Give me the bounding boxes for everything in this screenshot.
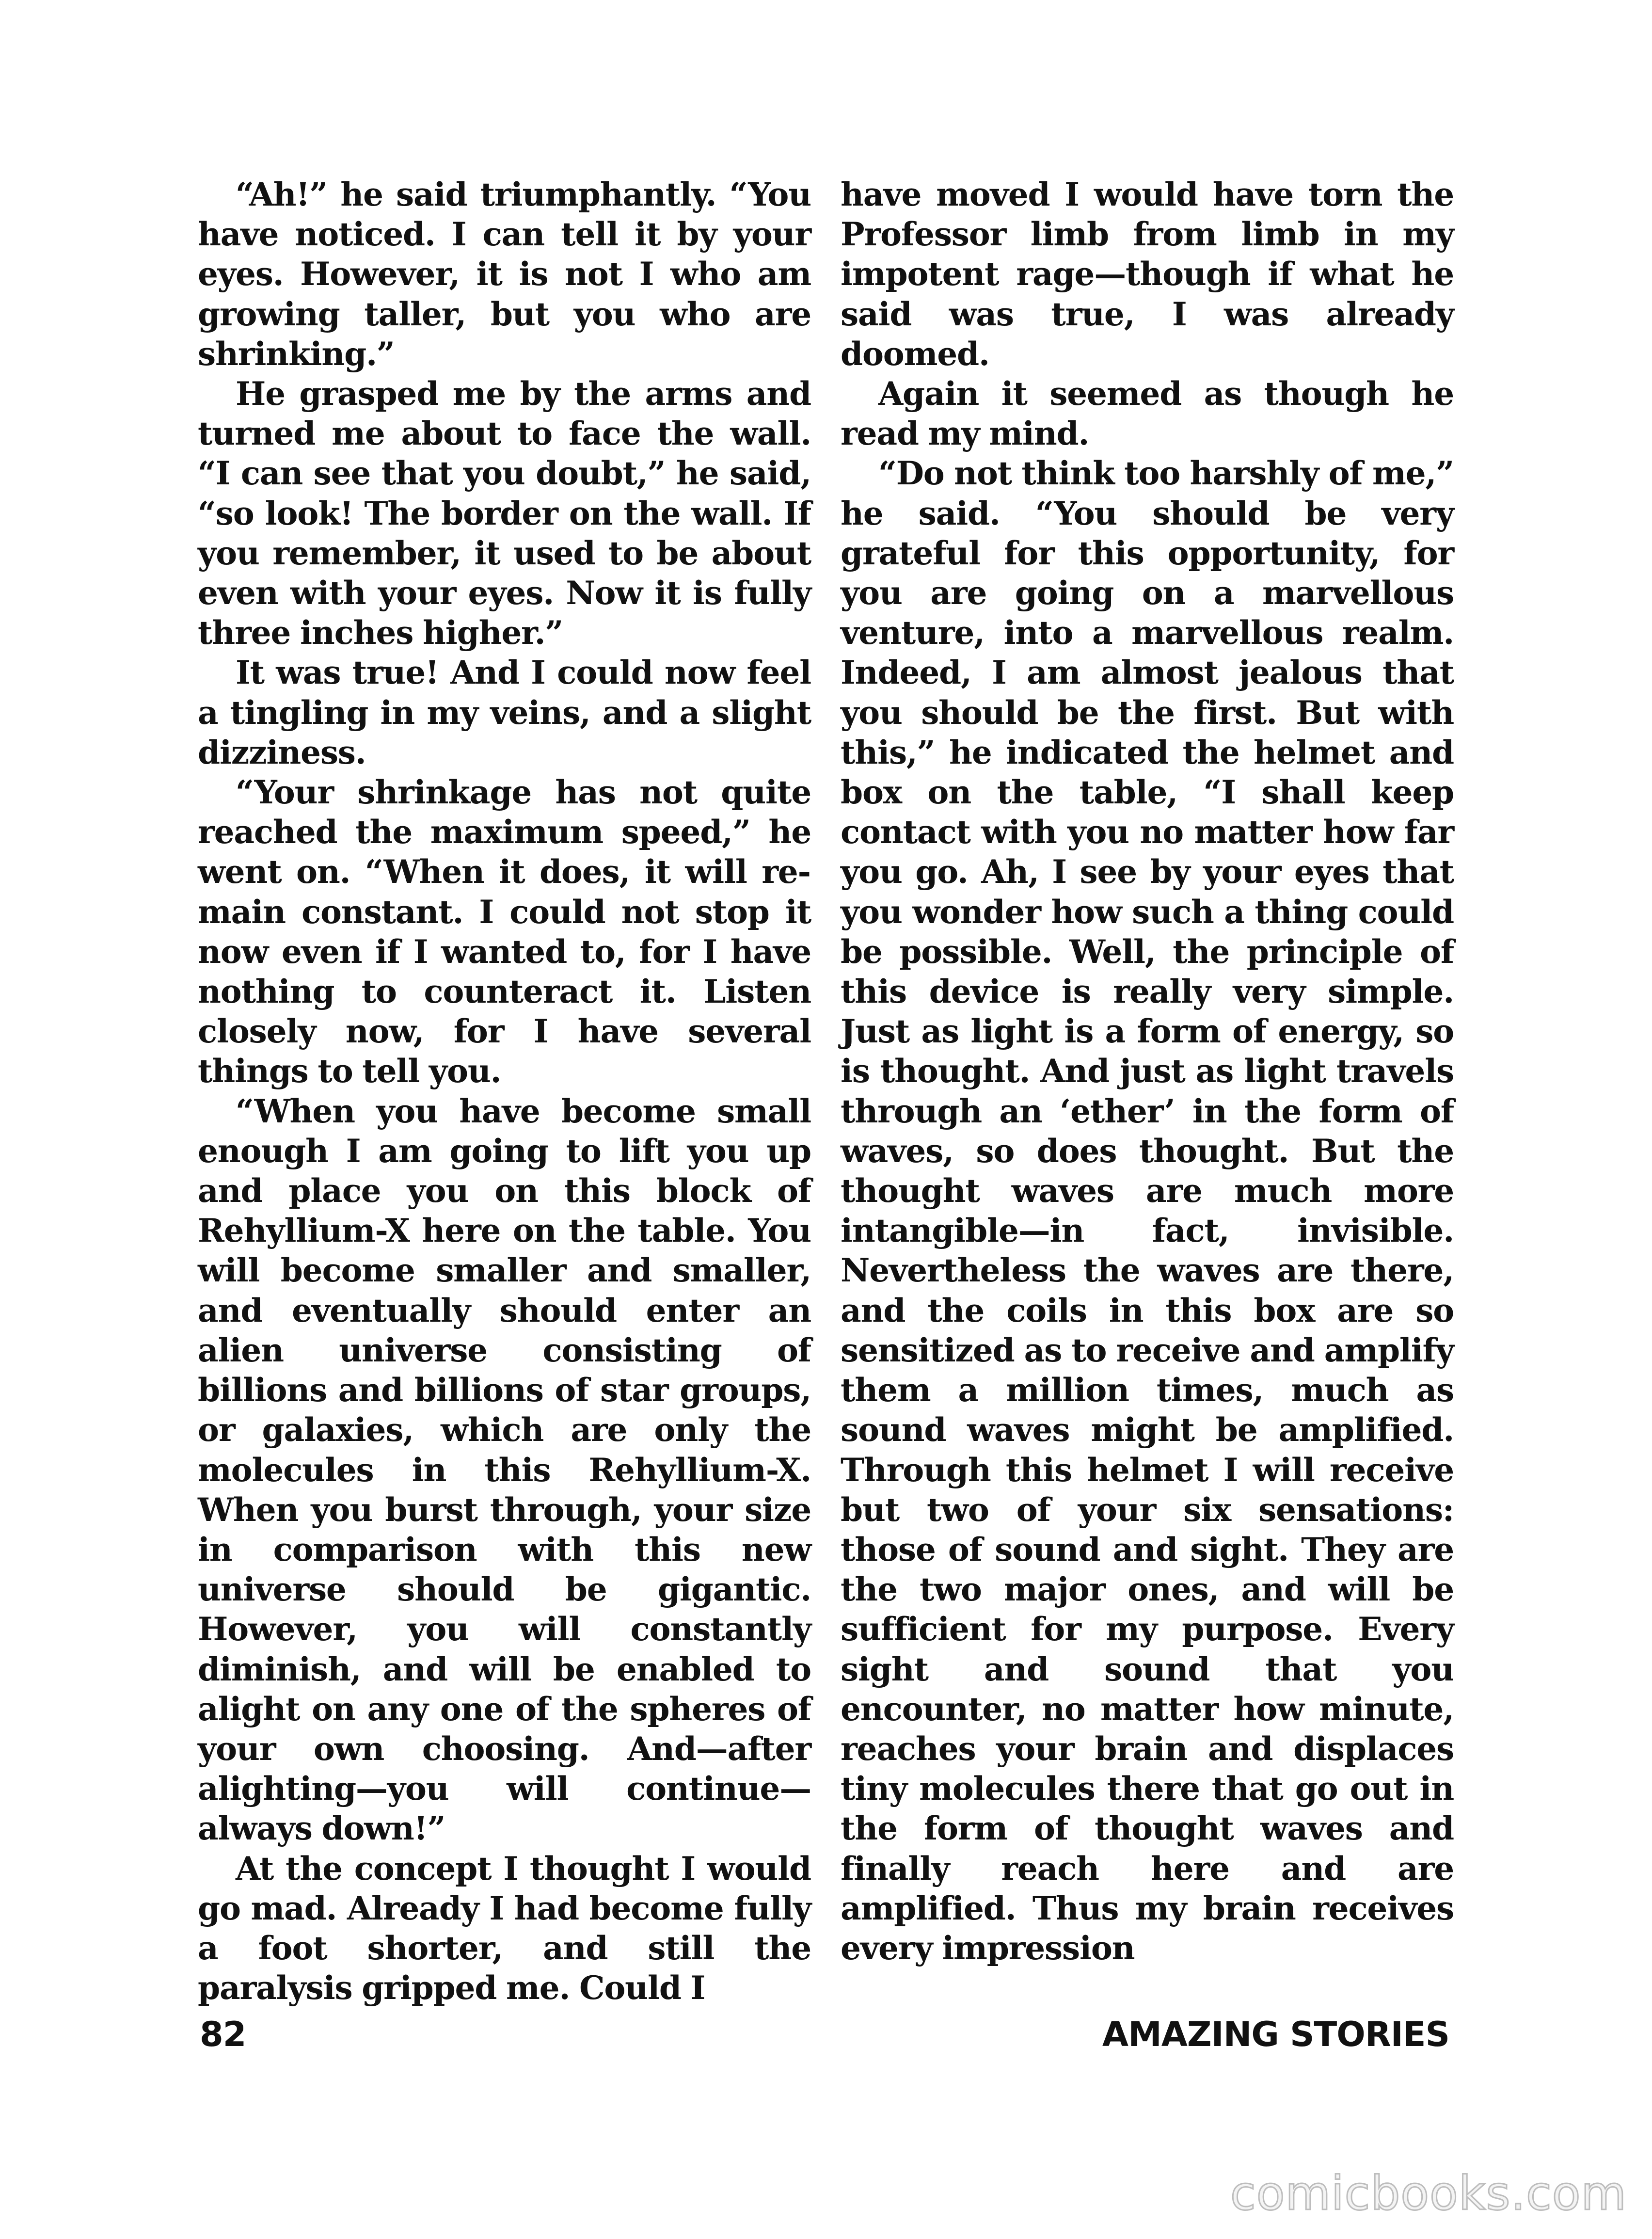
paragraph: At the concept I thought I would go mad. Already I had become fully a foot shorter, and still the paralysis gripped me. Could I <box>198 1849 811 2007</box>
paragraph: He grasped me by the arms and turned me about to face the wall. “I can see that you doubt,” he said, “so look! The border on the wall. If you remember, it used to be about even with your eyes. Now it is fully three inches higher.” <box>198 375 811 652</box>
right-text-column <box>841 175 1454 1968</box>
watermark: comicbooks.com <box>1230 2166 1627 2221</box>
running-head: AMAZING STORIES <box>1102 2015 1449 2054</box>
paragraph: “When you have become small enough I am going to lift you up and place you on this block of Rehyllium-X here on the table. You will become smaller and smaller, and eventually should enter an alien universe consisting of billions and billions of star groups, or galaxies, which are only the molecules in this Rehyllium-X. When you burst through, your size in comparison with this new universe should be gigantic. However, you will constantly diminish, and will be enabled to alight on any one of the spheres of your own choosing. And—after alighting—you will continue—always down!” <box>198 1092 811 1848</box>
paragraph: Again it seemed as though he read my mind. <box>841 375 1454 453</box>
paragraph: “Your shrinkage has not quite reached the maximum speed,” he went on. “When it does, it will remain constant. I could not stop it now even if I wanted to, for I have nothing to counteract it. Listen closely now, for I have several things to tell you. <box>198 773 811 1090</box>
paragraph: “Do not think too harshly of me,” he said. “You should be very grateful for this opportunity, for you are going on a marvellous venture, into a marvellous realm. Indeed, I am almost jealous that you should be the first. But with this,” he indicated the helmet and box on the table, “I shall keep contact with you no matter how far you go. Ah, I see by your eyes that you wonder how such a thing could be possible. Well, the principle of this device is really very simple. Just as light is a form of energy, so is thought. And just as light travels through an ‘ether’ in the form of waves, so does thought. But the thought waves are much more intangible—in fact, invisible. Nevertheless the waves are there, and the coils in this box are so sensitized as to receive and amplify them a million times, much as sound waves might be amplified. Through this helmet I will receive but two of your six sensations: those of sound and sight. They are the two major ones, and will be sufficient for my purpose. Every sight and sound that you encounter, no matter how minute, reaches your brain and displaces tiny molecules there that go out in the form of thought waves and finally reach here and are amplified. Thus my brain receives every impression <box>841 454 1454 1967</box>
paragraph-continued: have moved I would have torn the Professor limb from limb in my impotent rage—though if what he said was true, I was already doomed. <box>841 176 1454 373</box>
paragraph: “Ah!” he said triumphantly. “You have noticed. I can tell it by your eyes. However, it is not I who am growing taller, but you who are shrinking.” <box>198 176 811 373</box>
page-number: 82 <box>200 2015 246 2054</box>
paragraph: It was true! And I could now feel a tingling in my veins, and a slight dizziness. <box>198 654 811 771</box>
left-text-column <box>198 175 811 2008</box>
